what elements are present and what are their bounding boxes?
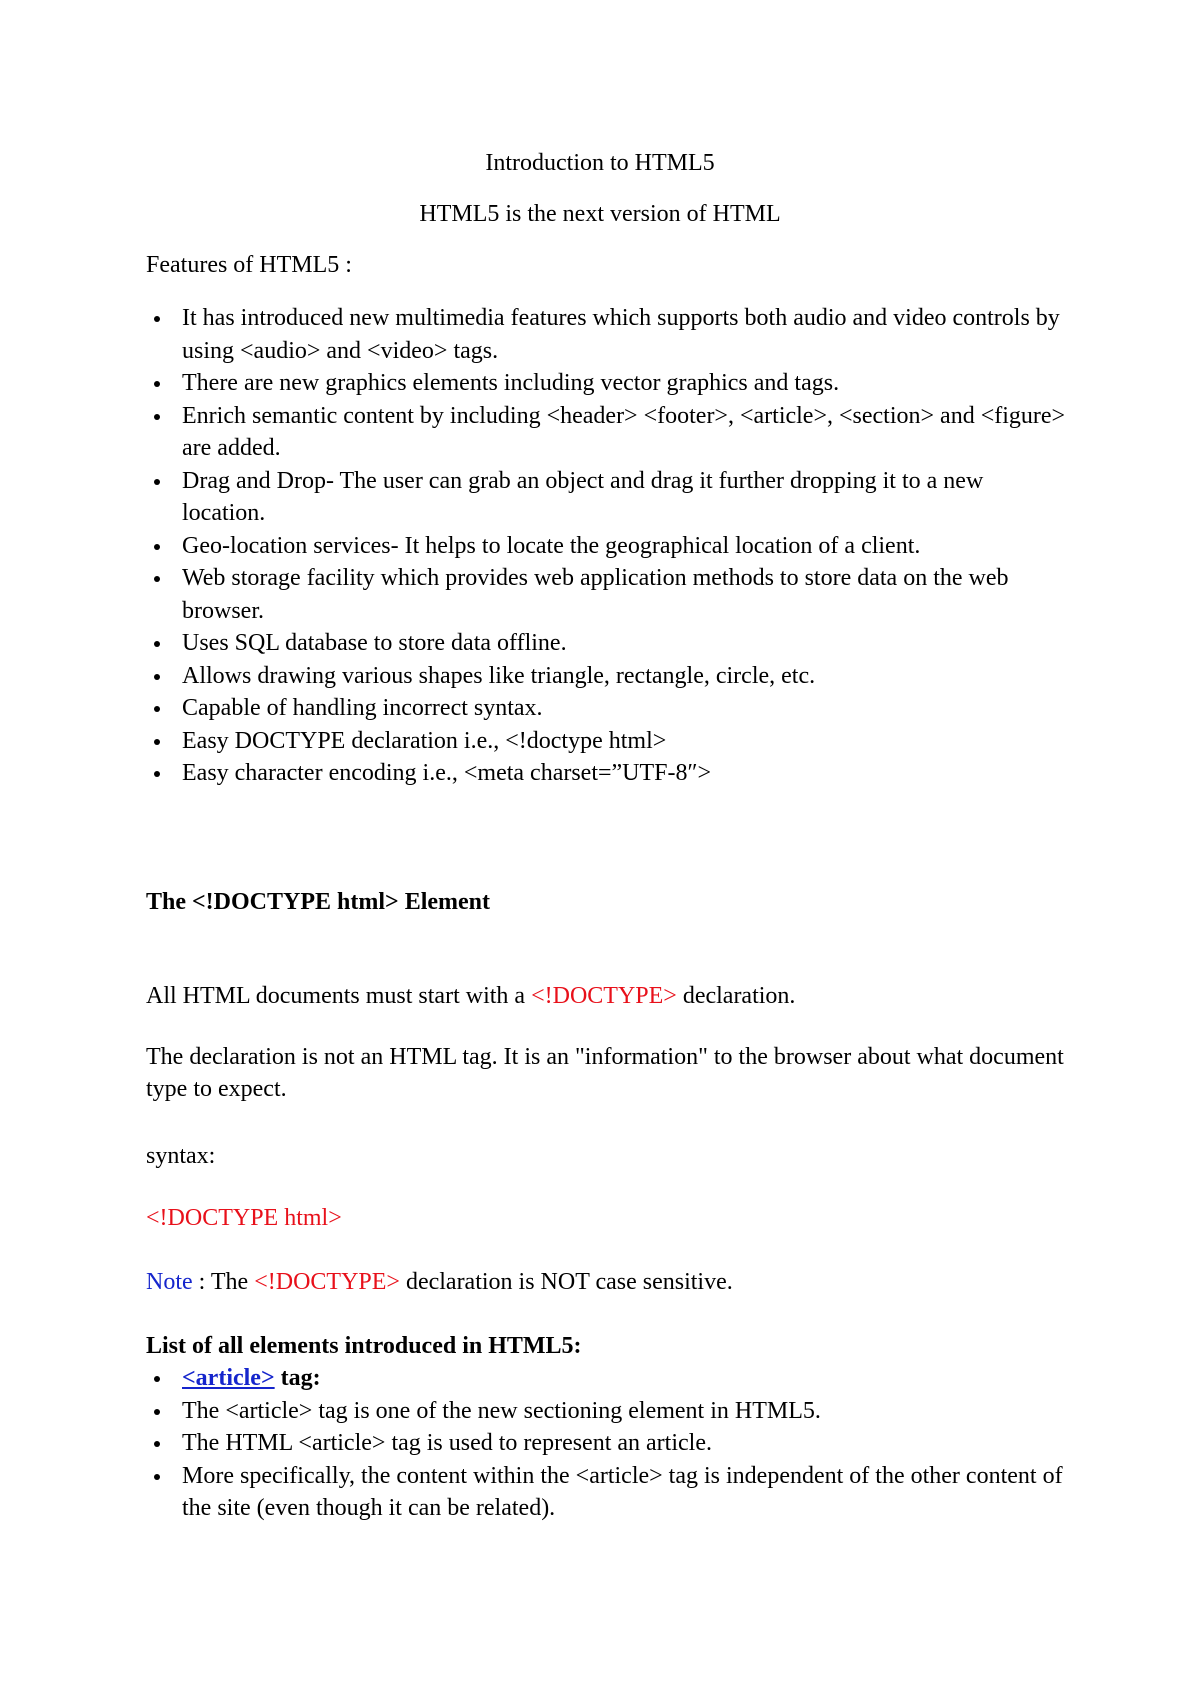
- doctype-paragraph-1: All HTML documents must start with a <!DOCTYPE> declaration.: [146, 983, 796, 1009]
- list-item: More specifically, the content within the <article> tag is independent of the other content of the site (even though it can be related).: [146, 1460, 1066, 1525]
- bullet-icon: [154, 641, 160, 647]
- list-item: Enrich semantic content by including <header> <footer>, <article>, <section> and <figure> are added.: [146, 400, 1066, 465]
- list-item: Uses SQL database to store data offline.: [146, 627, 1066, 660]
- doctype-paragraph-2: The declaration is not an HTML tag. It is an "information" to the browser about what document type to expect.: [146, 1044, 1064, 1102]
- features-heading: Features of HTML5 :: [146, 252, 352, 278]
- bullet-icon: [154, 706, 160, 712]
- doctype-highlight: <!DOCTYPE>: [531, 983, 677, 1009]
- list-item: Easy character encoding i.e., <meta charset=”UTF-8″>: [146, 757, 1066, 790]
- syntax-label: syntax:: [146, 1143, 216, 1169]
- list-item: The <article> tag is one of the new sectioning element in HTML5.: [146, 1395, 1066, 1428]
- bullet-icon: [154, 479, 160, 485]
- article-tag-link[interactable]: <article>: [182, 1365, 275, 1391]
- list-item: Capable of handling incorrect syntax.: [146, 692, 1066, 725]
- bullet-icon: [154, 739, 160, 745]
- bullet-icon: [154, 316, 160, 322]
- bullet-icon: [154, 771, 160, 777]
- list-item: Easy DOCTYPE declaration i.e., <!doctype html>: [146, 725, 1066, 758]
- features-list: [146, 302, 1066, 790]
- bullet-icon: [154, 1474, 160, 1480]
- bullet-icon: [154, 1409, 160, 1415]
- bullet-icon: [154, 576, 160, 582]
- list-item: Web storage facility which provides web application methods to store data on the web browser.: [146, 562, 1066, 627]
- document-subtitle: HTML5 is the next version of HTML: [419, 201, 781, 227]
- doctype-section-heading: The <!DOCTYPE html> Element: [146, 889, 491, 915]
- list-item: Allows drawing various shapes like triangle, rectangle, circle, etc.: [146, 660, 1066, 693]
- elements-section-heading: List of all elements introduced in HTML5:: [146, 1333, 582, 1359]
- syntax-code: <!DOCTYPE html>: [146, 1205, 342, 1231]
- bullet-icon: [154, 381, 160, 387]
- elements-list: [146, 1362, 1066, 1525]
- bullet-icon: [154, 544, 160, 550]
- note-label: Note: [146, 1269, 193, 1295]
- list-item: Geo-location services- It helps to locate the geographical location of a client.: [146, 530, 1066, 563]
- bullet-icon: [154, 414, 160, 420]
- list-item: There are new graphics elements including vector graphics and tags.: [146, 367, 1066, 400]
- document-title: Introduction to HTML5: [485, 150, 715, 176]
- list-item: Drag and Drop- The user can grab an object and drag it further dropping it to a new location.: [146, 465, 1066, 530]
- bullet-icon: [154, 1376, 160, 1382]
- list-item: It has introduced new multimedia features which supports both audio and video controls by using <audio> and <video> tags.: [146, 302, 1066, 367]
- bullet-icon: [154, 1441, 160, 1447]
- note-highlight: <!DOCTYPE>: [254, 1269, 400, 1295]
- note-paragraph: Note : The <!DOCTYPE> declaration is NOT case sensitive.: [146, 1269, 733, 1295]
- bullet-icon: [154, 674, 160, 680]
- list-item: <article> tag:: [146, 1362, 1066, 1395]
- list-item: The HTML <article> tag is used to represent an article.: [146, 1427, 1066, 1460]
